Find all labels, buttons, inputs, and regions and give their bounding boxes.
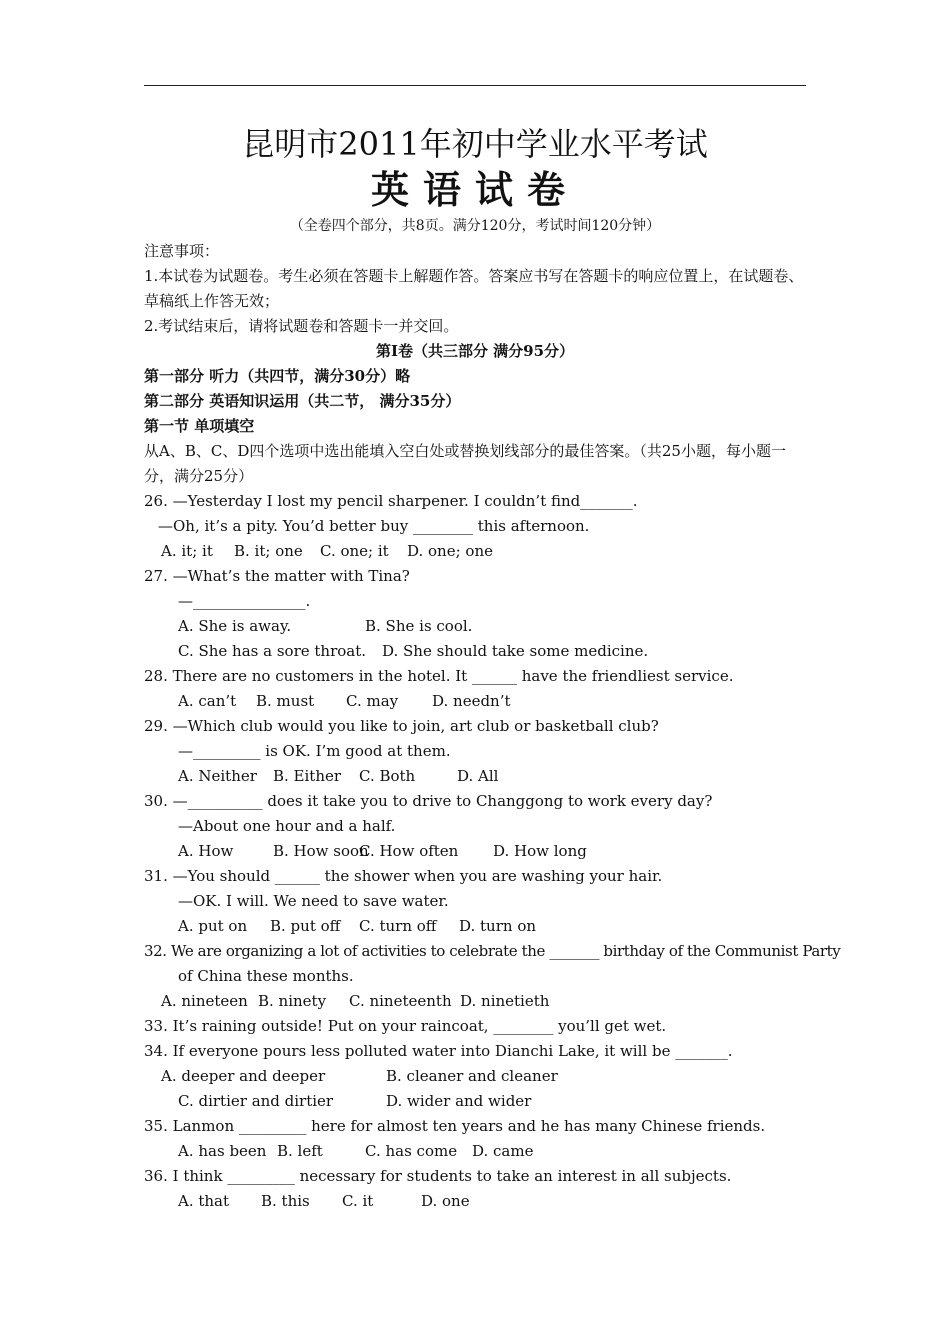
exam-page xyxy=(144,122,841,1214)
exam-info: （全卷四个部分，共8页。满分120分，考试时间120分钟） xyxy=(289,218,661,234)
option-c: C. one; it xyxy=(320,542,389,560)
question-35-options xyxy=(144,1139,806,1164)
option-b: B. this xyxy=(261,1192,310,1210)
option-b: B. She is cool. xyxy=(365,617,473,635)
question-27-reply: —_______________. xyxy=(178,592,311,610)
section-instruction: 从A、B、C、D四个选项中选出能填入空白处或替换划线部分的最佳答案。（共25小题，每小题一分，满分25分） xyxy=(144,442,786,485)
option-c: C. dirtier and dirtier xyxy=(178,1092,334,1110)
question-32-stem-cont: of China these months. xyxy=(178,967,354,985)
question-34-options-row1 xyxy=(144,1064,806,1089)
option-b: B. it; one xyxy=(234,542,303,560)
part2-heading: 第二部分 英语知识运用（共二节， 满分35分） xyxy=(144,392,461,410)
exam-title: 昆明市2011年初中学业水平考试 xyxy=(242,125,708,163)
question-26-reply: —Oh, it’s a pity. You’d better buy ________ this afternoon. xyxy=(158,517,590,535)
question-32-stem: 32. We are organizing a lot of activities to celebrate the _______ birthday of the Communist Party xyxy=(144,942,841,960)
question-27-options-row1 xyxy=(144,614,806,639)
option-b: B. put off xyxy=(270,917,341,935)
option-d: D. She should take some medicine. xyxy=(382,642,649,660)
question-31-options xyxy=(144,914,806,939)
question-34-stem: 34. If everyone pours less polluted water into Dianchi Lake, it will be _______. xyxy=(144,1042,733,1060)
option-c: C. turn off xyxy=(359,917,437,935)
question-27-stem: 27. —What’s the matter with Tina? xyxy=(144,567,410,585)
option-d: D. ninetieth xyxy=(460,992,550,1010)
option-a: A. can’t xyxy=(178,692,237,710)
notes-item-2: 2.考试结束后，请将试题卷和答题卡一并交回。 xyxy=(144,317,459,335)
option-d: D. one; one xyxy=(407,542,493,560)
option-c: C. it xyxy=(342,1192,374,1210)
option-b: B. left xyxy=(277,1142,323,1160)
option-d: D. All xyxy=(457,767,499,785)
option-d: D. How long xyxy=(493,842,587,860)
option-a: A. Neither xyxy=(178,767,257,785)
question-30-options xyxy=(144,839,806,864)
option-a: A. She is away. xyxy=(178,617,292,635)
option-c: C. How often xyxy=(359,842,459,860)
option-b: B. cleaner and cleaner xyxy=(386,1067,558,1085)
top-rule xyxy=(144,85,806,86)
question-29-stem: 29. —Which club would you like to join, art club or basketball club? xyxy=(144,717,659,735)
question-30-reply: —About one hour and a half. xyxy=(178,817,396,835)
question-34-options-row2 xyxy=(144,1089,806,1114)
option-a: A. put on xyxy=(178,917,248,935)
option-b: B. How soon xyxy=(273,842,369,860)
option-d: D. came xyxy=(472,1142,534,1160)
question-30-stem: 30. —__________ does it take you to drive to Changgong to work every day? xyxy=(144,792,713,810)
option-b: B. ninety xyxy=(258,992,327,1010)
question-26-options xyxy=(144,539,806,564)
option-a: A. has been xyxy=(178,1142,267,1160)
option-d: D. one xyxy=(421,1192,470,1210)
option-c: C. has come xyxy=(365,1142,458,1160)
section1-heading: 第一节 单项填空 xyxy=(144,417,255,435)
option-c: C. She has a sore throat. xyxy=(178,642,367,660)
volume-heading: 第I卷（共三部分 满分95分） xyxy=(375,342,575,360)
question-28-options xyxy=(144,689,806,714)
question-28-stem: 28. There are no customers in the hotel. It ______ have the friendliest service. xyxy=(144,667,734,685)
option-d: D. needn’t xyxy=(432,692,511,710)
option-d: D. wider and wider xyxy=(386,1092,532,1110)
question-33-stem: 33. It’s raining outside! Put on your raincoat, ________ you’ll get wet. xyxy=(144,1017,667,1035)
option-a: A. it; it xyxy=(161,542,213,560)
option-b: B. Either xyxy=(273,767,342,785)
option-c: C. may xyxy=(346,692,399,710)
option-a: A. nineteen xyxy=(161,992,248,1010)
question-29-options xyxy=(144,764,806,789)
option-a: A. deeper and deeper xyxy=(161,1067,326,1085)
question-26-stem: 26. —Yesterday I lost my pencil sharpener. I couldn’t find_______. xyxy=(144,492,638,510)
question-31-stem: 31. —You should ______ the shower when you are washing your hair. xyxy=(144,867,663,885)
question-29-reply: —_________ is OK. I’m good at them. xyxy=(178,742,451,760)
exam-subtitle: 英语试卷 xyxy=(370,167,579,212)
question-35-stem: 35. Lanmon _________ here for almost ten years and he has many Chinese friends. xyxy=(144,1117,766,1135)
option-c: C. Both xyxy=(359,767,416,785)
notes-heading: 注意事项： xyxy=(144,242,220,260)
question-36-stem: 36. I think _________ necessary for students to take an interest in all subjects. xyxy=(144,1167,732,1185)
question-36-options xyxy=(144,1189,806,1214)
notes-item-1: 1.本试卷为试题卷。考生必须在答题卡上解题作答。答案应书写在答题卡的响应位置上，在试题卷、草稿纸上作答无效； xyxy=(144,267,804,310)
option-a: A. How xyxy=(178,842,234,860)
option-c: C. nineteenth xyxy=(349,992,452,1010)
option-d: D. turn on xyxy=(459,917,537,935)
question-32-options xyxy=(144,989,806,1014)
question-27-options-row2 xyxy=(144,639,806,664)
question-31-reply: —OK. I will. We need to save water. xyxy=(178,892,449,910)
part1-heading: 第一部分 听力（共四节，满分30分）略 xyxy=(144,367,411,385)
option-b: B. must xyxy=(256,692,315,710)
option-a: A. that xyxy=(178,1192,230,1210)
